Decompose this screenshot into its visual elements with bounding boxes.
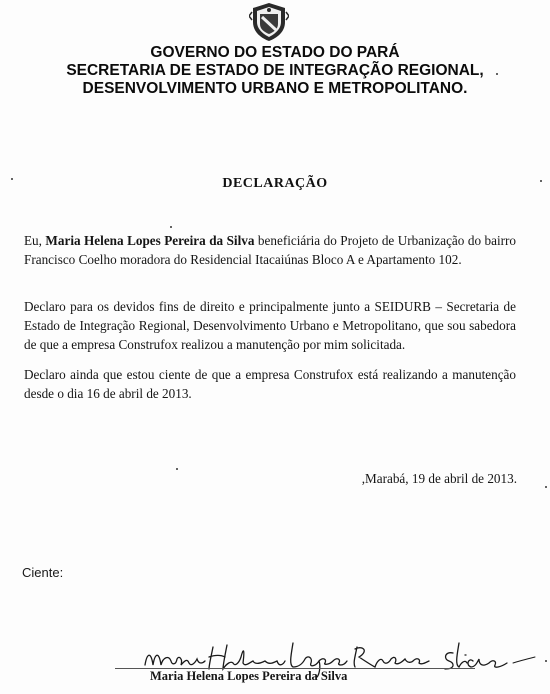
scan-speck [11, 178, 13, 180]
paragraph-maintenance: Declaro ainda que estou ciente de que a empresa Construfox está realizando a manutenção desde o dia 16 de abril de 2013. [24, 367, 516, 401]
letterhead-government: GOVERNO DO ESTADO DO PARÁ [150, 44, 400, 61]
scan-speck [545, 660, 547, 662]
paragraph-lead: Eu, [24, 233, 46, 248]
signer-name: Maria Helena Lopes Pereira da Silva [150, 669, 348, 683]
scan-speck [540, 180, 542, 182]
letterhead [0, 44, 550, 98]
scan-speck [170, 226, 172, 228]
document-title: DECLARAÇÃO [222, 176, 328, 191]
scan-speck [496, 73, 498, 75]
ciente-label: Ciente: [22, 565, 64, 580]
scan-speck [176, 468, 178, 470]
letterhead-secretariat: SECRETARIA DE ESTADO DE INTEGRAÇÃO REGIONAL, [66, 62, 484, 79]
place-and-date: ,Marabá, 19 de abril de 2013. [361, 471, 517, 486]
paragraph-details: beneficiária do Projeto de Urbanização do bairro Francisco Coelho moradora do Residencial Itacaiúnas Bloco A e Apartamento 102. [24, 233, 516, 267]
paragraph-identification [24, 231, 516, 269]
letterhead-department: DESENVOLVIMENTO URBANO E METROPOLITANO. [82, 80, 468, 97]
beneficiary-name: Maria Helena Lopes Pereira da Silva [45, 233, 255, 248]
scan-speck [545, 486, 547, 488]
paragraph-declaration: Declaro para os devidos fins de direito e principalmente junto a SEIDURB – Secretaria de Estado de Integração Regional, Desenvolvimento Urbano e Metropolitano, que sou sabedora de que a empresa Construfox realizou a manutenção por mim solicitada. [24, 299, 516, 352]
coat-of-arms-icon [249, 2, 289, 42]
